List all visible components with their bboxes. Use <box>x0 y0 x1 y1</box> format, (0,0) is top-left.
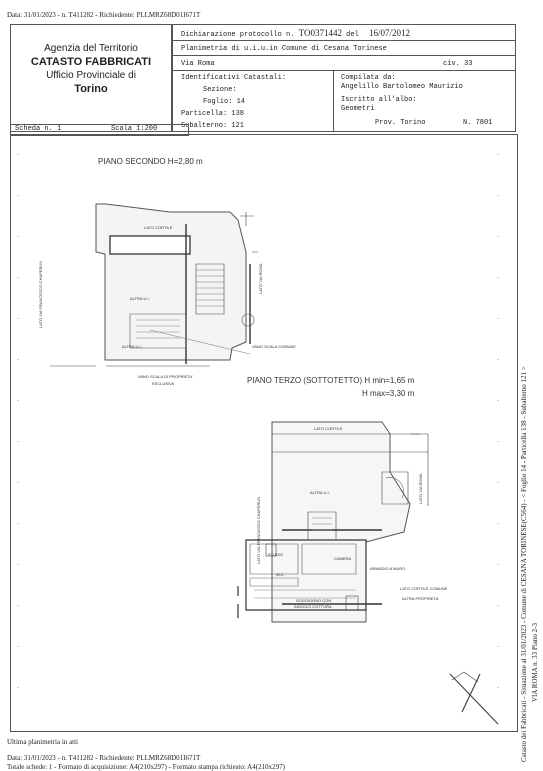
soggiorno-label-2: ANGOLO COTTURA <box>294 604 332 609</box>
lato-via-roma-label: LATO VIA ROMA <box>258 263 263 294</box>
catasto-title: CATASTO FABBRICATI <box>30 56 152 68</box>
protocollo-date: 16/07/2012 <box>368 28 410 38</box>
divider <box>173 70 515 71</box>
via-label: Via Roma <box>181 60 215 68</box>
footer-ultima: Ultima planimetria in atti <box>7 738 78 746</box>
lato-cortile-label-2: LATO CORTILE <box>314 426 343 431</box>
divider <box>173 55 515 56</box>
lato-cortile-label: LATO CORTILE <box>144 225 173 230</box>
hmax-label: H max=3,30 m <box>362 389 415 398</box>
vano-scala-proprieta-label-2: ESCLUSIVA <box>152 381 175 386</box>
iscritto-label: Iscritto all'albo: <box>341 96 417 104</box>
dichiarazione-line <box>181 28 410 39</box>
armadio-label: ARMADIO A MURO <box>370 566 406 571</box>
vano-scala-comune-label: VANO SCALA COMUNE <box>252 344 296 349</box>
ufficio-label: Ufficio Provinciale di <box>46 70 136 81</box>
divider <box>333 70 334 131</box>
compilata-name: Angelillo Bartolomeo Maurizio <box>341 83 463 91</box>
footer-request-line: Data: 31/01/2023 - n. T411282 - Richiedente: PLLMRZ68D01I671T <box>7 754 201 762</box>
camera-label: CAMERA <box>334 556 352 561</box>
particella-label: Particella: 138 <box>181 110 245 118</box>
lato-via-chaperun-label-2: LATO VIA FRANCESCO CHAPERUN <box>256 496 261 564</box>
header-block <box>10 24 516 132</box>
albo-label: Geometri <box>341 105 375 113</box>
wc-label: W.C. <box>276 572 285 577</box>
piano-secondo-title: PIANO SECONDO H=2,80 m <box>98 157 203 166</box>
studio-label: STUDIO <box>268 552 284 557</box>
altra-ui-label: ALTRA U.I. <box>130 296 150 301</box>
numero-label: N. 7801 <box>463 119 493 127</box>
sezione-label: Sezione: <box>203 86 237 94</box>
divider <box>173 40 515 41</box>
agency-box <box>10 24 172 132</box>
scala-label: Scala 1:200 <box>111 125 158 133</box>
compilata-label: Compilata da: <box>341 74 396 82</box>
floor-plan-drawing <box>10 134 516 730</box>
planimetria-line: Planimetria di u.i.u.in Comune di Cesana Torinese <box>181 45 387 53</box>
footer-formato-line: Totale schede: 1 - Formato di acquisizione: A4(210x297) - Formato stampa richiesto: A4(210x297) <box>7 763 285 771</box>
lato-via-roma-label-2: LATO VIA ROMA <box>418 473 423 504</box>
prov-label: Prov. Torino <box>375 119 426 127</box>
altra-ui-label-2: ALTRA U.I. <box>122 344 142 349</box>
dichiarazione-label: Dichiarazione protocollo n. <box>181 31 295 39</box>
dichiarazione-box <box>172 24 516 132</box>
altra-proprieta-label: ALTRA PROPRIETA' <box>402 596 440 601</box>
side-address-text: VIA ROMA n. 33 Piano 2-3 <box>531 623 539 702</box>
scheda-label: Scheda n. 1 <box>15 125 62 133</box>
foglio-label: Foglio: 14 <box>203 98 246 106</box>
altra-ui-label-3: ALTRA U.I. <box>310 490 330 495</box>
subalterno-label: Subalterno: 121 <box>181 122 245 130</box>
del-label: del <box>346 31 359 39</box>
side-situazione-text: Catasto dei Fabbricati - Situazione al 31/01/2023 - Comune di CESANA TORINESE(C564) - < Foglio 14 - Particella 138 - Subalterno 121 > <box>520 366 528 762</box>
ident-title: Identificativi Catastali: <box>181 74 287 82</box>
agency-name: Agenzia del Territorio <box>44 43 138 54</box>
lato-via-chaperun-label: LATO VIA FRANCESCO CHAPERUN <box>38 260 43 328</box>
protocollo-number: TO0371442 <box>298 28 342 38</box>
piano-terzo-title: PIANO TERZO (SOTTOTETTO) H min=1,65 m <box>247 376 415 385</box>
soggiorno-label: SOGGIORNO CON <box>296 598 332 603</box>
vano-scala-proprieta-label: VANO SCALA DI PROPRIETA' <box>138 374 193 379</box>
top-request-line: Data: 31/01/2023 - n. T411282 - Richiedente: PLLMRZ68D01I671T <box>7 11 201 19</box>
cortile-comune-label: LATO CORTILE COMUNE <box>400 586 448 591</box>
civico-label: civ. 33 <box>443 60 473 68</box>
ufficio-city: Torino <box>74 83 108 95</box>
